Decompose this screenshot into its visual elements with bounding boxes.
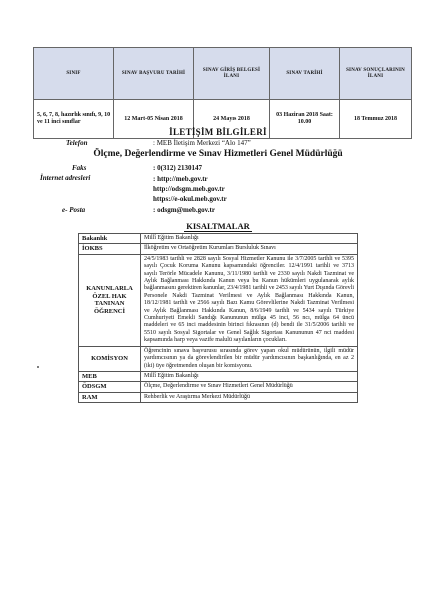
schedule-cell-entry-document: 24 Mayıs 2018 — [194, 100, 270, 139]
web-link-odsgm[interactable]: http://odsgm.meb.gov.tr — [153, 185, 225, 193]
abbreviation-definition: İlköğretim ve Ortaöğretim Kurumları Bursluluk Sınavı — [141, 244, 358, 254]
web-label: İnternet adresleri — [40, 174, 91, 182]
abbreviations-table — [78, 233, 358, 403]
scan-speck — [37, 366, 39, 368]
abbreviations-title — [0, 221, 436, 231]
abbreviation-definition: Öğrencinin sınava başvurusu sırasında görev yapan okul müdürünün, ilgili müdür yardımcısının ya da görevlendirilen bir müdür yardımcısının başkanlığında, en az 2 (iki) üye öğretmenden oluşan bir komisyonu. — [141, 346, 358, 371]
abbreviation-definition: Ölçme, Değerlendirme ve Sınav Hizmetleri Genel Müdürlüğü — [141, 382, 358, 392]
schedule-cell-exam-date: 03 Haziran 2018 Saat: 10.00 — [270, 100, 340, 139]
abbreviation-row — [79, 234, 358, 244]
abbreviation-definition: Millî Eğitim Bakanlığı — [141, 371, 358, 381]
abbreviation-term: MEB — [79, 371, 141, 381]
abbreviation-row — [79, 382, 358, 392]
web-link-meb[interactable]: : http://meb.gov.tr — [153, 175, 208, 183]
schedule-header-cell: SINAV TARİHİ — [270, 48, 340, 100]
abbreviation-row — [79, 254, 358, 346]
schedule-header-cell: SINAV GİRİŞ BELGESİ İLANI — [194, 48, 270, 100]
abbreviation-definition: Rehberlik ve Araştırma Merkezi Müdürlüğü — [141, 392, 358, 402]
fax-value: : 0(312) 2130147 — [153, 164, 202, 172]
phone-label: Telefon — [66, 139, 88, 147]
schedule-cell-application-date: 12 Mart-05 Nisan 2018 — [114, 100, 194, 139]
department-title: Ölçme, Değerlendirme ve Sınav Hizmetleri Genel Müdürlüğü — [93, 149, 343, 159]
schedule-header-row — [34, 48, 412, 100]
schedule-cell-results: 18 Temmuz 2018 — [340, 100, 412, 139]
abbreviation-row — [79, 346, 358, 371]
schedule-header-cell: SINAV BAŞVURU TARİHİ — [114, 48, 194, 100]
web-link-e-okul[interactable]: https://e-okul.meb.gov.tr — [153, 195, 227, 203]
abbreviation-term: Bakanlık — [79, 234, 141, 244]
abbreviation-term: KOMİSYON — [79, 346, 141, 371]
abbreviation-row — [79, 244, 358, 254]
schedule-header-cell: SINIF — [34, 48, 114, 100]
abbreviation-term: ÖDSGM — [79, 382, 141, 392]
fax-label: Faks — [72, 164, 87, 172]
web-addresses — [153, 174, 227, 204]
phone-value: : MEB İletişim Merkezi “Alo 147” — [153, 139, 251, 147]
abbreviation-row — [79, 371, 358, 381]
abbreviation-definition: Millî Eğitim Bakanlığı — [141, 234, 358, 244]
schedule-header-cell: SINAV SONUÇLARININ İLANI — [340, 48, 412, 100]
abbreviation-term: KANUNLARLA ÖZEL HAK TANINAN ÖĞRENCİ — [79, 254, 141, 346]
exam-schedule-table — [33, 47, 412, 139]
abbreviation-term: RAM — [79, 392, 141, 402]
abbreviation-term: İOKBS — [79, 244, 141, 254]
abbreviations-title-text: KISALTMALAR — [186, 221, 250, 231]
email-label: e- Posta — [62, 206, 86, 214]
abbreviation-row — [79, 392, 358, 402]
contact-title: İLETİŞİM BİLGİLERİ — [169, 127, 267, 137]
email-value[interactable]: : odsgm@meb.gov.tr — [153, 206, 215, 214]
schedule-cell-class: 5, 6, 7, 8, hazırlık sınıfı, 9, 10 ve 11 inci sınıflar — [34, 100, 114, 139]
abbreviation-definition: 24/5/1983 tarihli ve 2828 sayılı Sosyal Hizmetler Kanunu ile 3/7/2005 tarihli ve 5395 sayılı Çocuk Koruma Kanunu kapsamındaki öğrenciler. 12/4/1991 tarihli ve 3713 sayılı Terörle Mücadele Kanunu, 3/11/1980 tarihli ve 2330 sayılı Nakdi Tazminat ve Aylık Bağlanması Hakkında Kanun veya bu Kanun hükümleri uygulanarak aylık bağlanmasını gerektiren kanunlar, 23/4/1981 tarihli ve 2453 sayılı Yurt Dışında Görevli Personele Nakdi Tazminat Verilmesi ve Aylık Bağlanması Hakkında Kanun, 18/12/1981 tarihli ve 2566 sayılı Bazı Kamu Görevlilerine Nakdi Tazminat Verilmesi ve Aylık Bağlanması Hakkında Kanun, 8/6/1949 tarihli ve 5434 sayılı Türkiye Cumhuriyeti Emekli Sandığı Kanununun mülga 45 inci, 56 ncı, mülga 64 üncü maddeleri ve 65 inci maddesinin birinci fıkrasının (d) bendi ile 31/5/2006 tarihli ve 5510 sayılı Sosyal Sigortalar ve Genel Sağlık Sigortası Kanununun 47 nci maddesi kapsamında harp veya vazife malulü sayılanların çocukları. — [141, 254, 358, 346]
